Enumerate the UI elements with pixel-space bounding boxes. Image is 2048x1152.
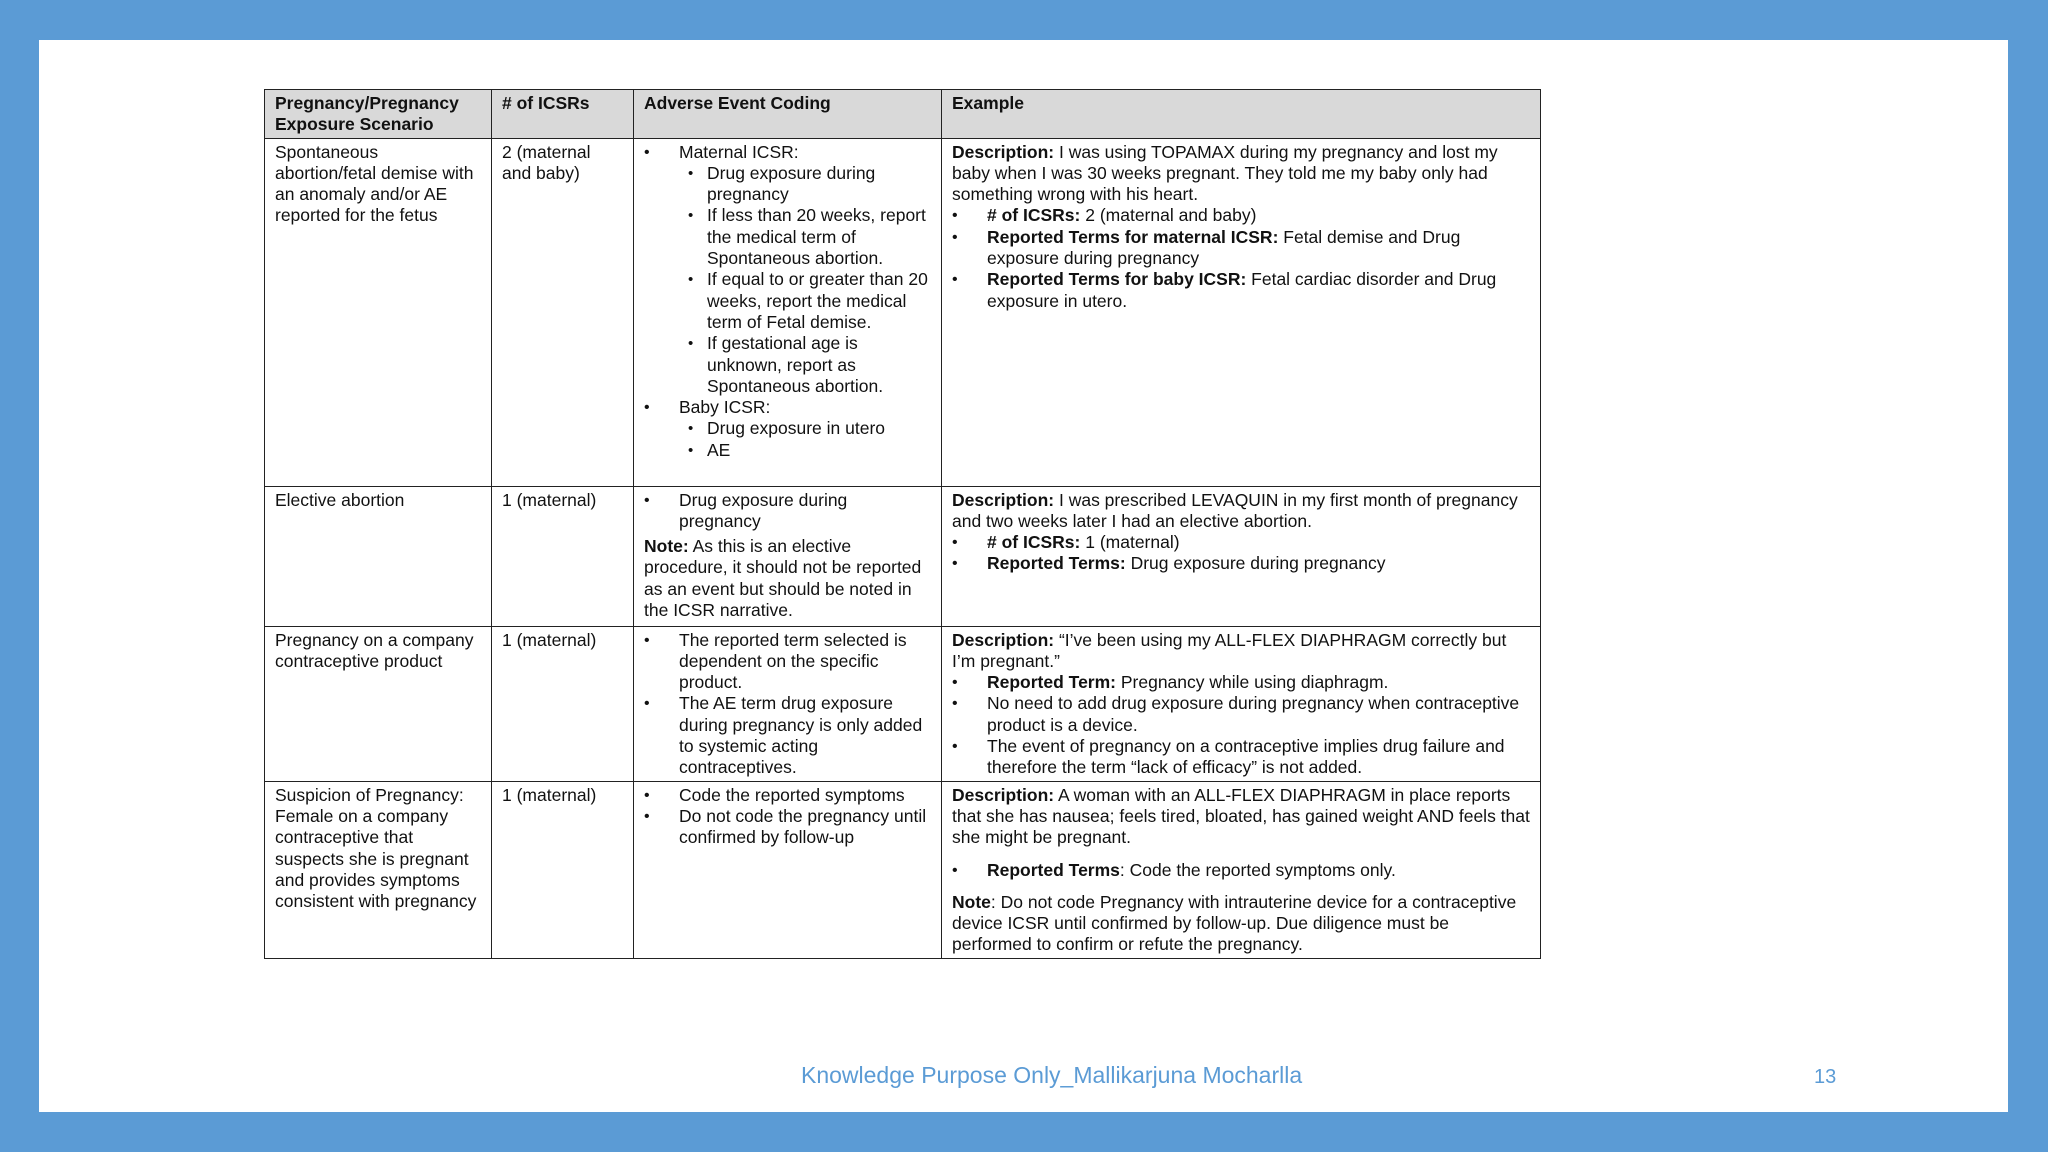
page-number: 13: [1814, 1066, 1837, 1088]
coding-cell: [634, 626, 942, 781]
header-icsrs: # of ICSRs: [492, 90, 634, 139]
table-row: [265, 626, 1541, 781]
scenario-cell: Spontaneous abortion/fetal demise with an anomaly and/or AE reported for the fetus: [265, 138, 492, 486]
list-item: • Reported Terms: Drug exposure during pregnancy: [952, 553, 1531, 574]
list-item: • Drug exposure during pregnancy: [644, 490, 932, 533]
header-coding: Adverse Event Coding: [634, 90, 942, 139]
list-item: • If gestational age is unknown, report as Spontaneous abortion.: [679, 333, 932, 397]
list-item: • Code the reported symptoms: [644, 785, 932, 806]
table-row: [265, 781, 1541, 958]
example-cell: [942, 138, 1541, 486]
scenario-cell: Suspicion of Pregnancy: Female on a company contraceptive that suspects she is pregnant and provides symptoms consistent with pregnancy: [265, 781, 492, 958]
coding-cell: [634, 138, 942, 486]
example-cell: [942, 626, 1541, 781]
header-example: Example: [942, 90, 1541, 139]
list-item: • # of ICSRs: 1 (maternal): [952, 532, 1531, 553]
example-description: Description: I was prescribed LEVAQUIN in my first month of pregnancy and two weeks later I had an elective abortion.: [952, 489, 1518, 531]
list-item: • The event of pregnancy on a contraceptive implies drug failure and therefore the term “lack of efficacy” is not added.: [952, 736, 1531, 779]
coding-cell: [634, 486, 942, 626]
list-item: • The reported term selected is dependent on the specific product.: [644, 630, 932, 694]
list-item: • # of ICSRs: 2 (maternal and baby): [952, 205, 1531, 226]
list-item: • Drug exposure in utero: [679, 418, 932, 439]
list-item: • If less than 20 weeks, report the medical term of Spontaneous abortion.: [679, 205, 932, 269]
list-item: • The AE term drug exposure during pregnancy is only added to systemic acting contraceptives.: [644, 693, 932, 778]
coding-cell: [634, 781, 942, 958]
example-description: Description: I was using TOPAMAX during my pregnancy and lost my baby when I was 30 weeks pregnant. They told me my baby only had something wrong with his heart.: [952, 141, 1498, 205]
coding-note: Note: As this is an elective procedure, it should not be reported as an event but should be noted in the ICSR narrative.: [644, 536, 922, 621]
example-description: Description: “I’ve been using my ALL-FLEX DIAPHRAGM correctly but I’m pregnant.”: [952, 629, 1507, 671]
example-cell: [942, 486, 1541, 626]
list-item: [644, 397, 932, 461]
baby-icsr-label: Baby ICSR:: [679, 397, 771, 418]
list-item: • Do not code the pregnancy until confirmed by follow-up: [644, 806, 932, 849]
list-item: • AE: [679, 440, 932, 461]
list-item: • Reported Term: Pregnancy while using diaphragm.: [952, 672, 1531, 693]
scenario-cell: Elective abortion: [265, 486, 492, 626]
list-item: • Reported Terms: Code the reported symptoms only.: [952, 860, 1531, 881]
maternal-icsr-label: Maternal ICSR:: [679, 141, 799, 162]
list-item: • Drug exposure during pregnancy: [679, 163, 932, 206]
header-scenario: Pregnancy/Pregnancy Exposure Scenario: [265, 90, 492, 139]
list-item: • Reported Terms for baby ICSR: Fetal cardiac disorder and Drug exposure in utero.: [952, 269, 1531, 312]
list-item: • If equal to or greater than 20 weeks, report the medical term of Fetal demise.: [679, 269, 932, 333]
icsrs-cell: 1 (maternal): [492, 781, 634, 958]
list-item: [644, 142, 932, 398]
icsrs-cell: 1 (maternal): [492, 486, 634, 626]
scenario-cell: Pregnancy on a company contraceptive product: [265, 626, 492, 781]
example-description: Description: A woman with an ALL-FLEX DIAPHRAGM in place reports that she has nausea; feels tired, bloated, has gained weight AND feels that she might be pregnant.: [952, 784, 1530, 848]
list-item: • Reported Terms for maternal ICSR: Fetal demise and Drug exposure during pregnancy: [952, 227, 1531, 270]
footer-text: Knowledge Purpose Only_Mallikarjuna Mocharlla: [801, 1062, 1303, 1088]
example-cell: [942, 781, 1541, 958]
pregnancy-scenario-table: [264, 89, 1541, 959]
icsrs-cell: 1 (maternal): [492, 626, 634, 781]
list-item: • No need to add drug exposure during pregnancy when contraceptive product is a device.: [952, 693, 1531, 736]
table-row: [265, 138, 1541, 486]
icsrs-cell: 2 (maternal and baby): [492, 138, 634, 486]
table-header-row: [265, 90, 1541, 139]
example-note: Note: Do not code Pregnancy with intrauterine device for a contraceptive device ICSR until confirmed by follow-up. Due diligence must be performed to confirm or refute the pregnancy.: [952, 891, 1517, 955]
table-row: [265, 486, 1541, 626]
